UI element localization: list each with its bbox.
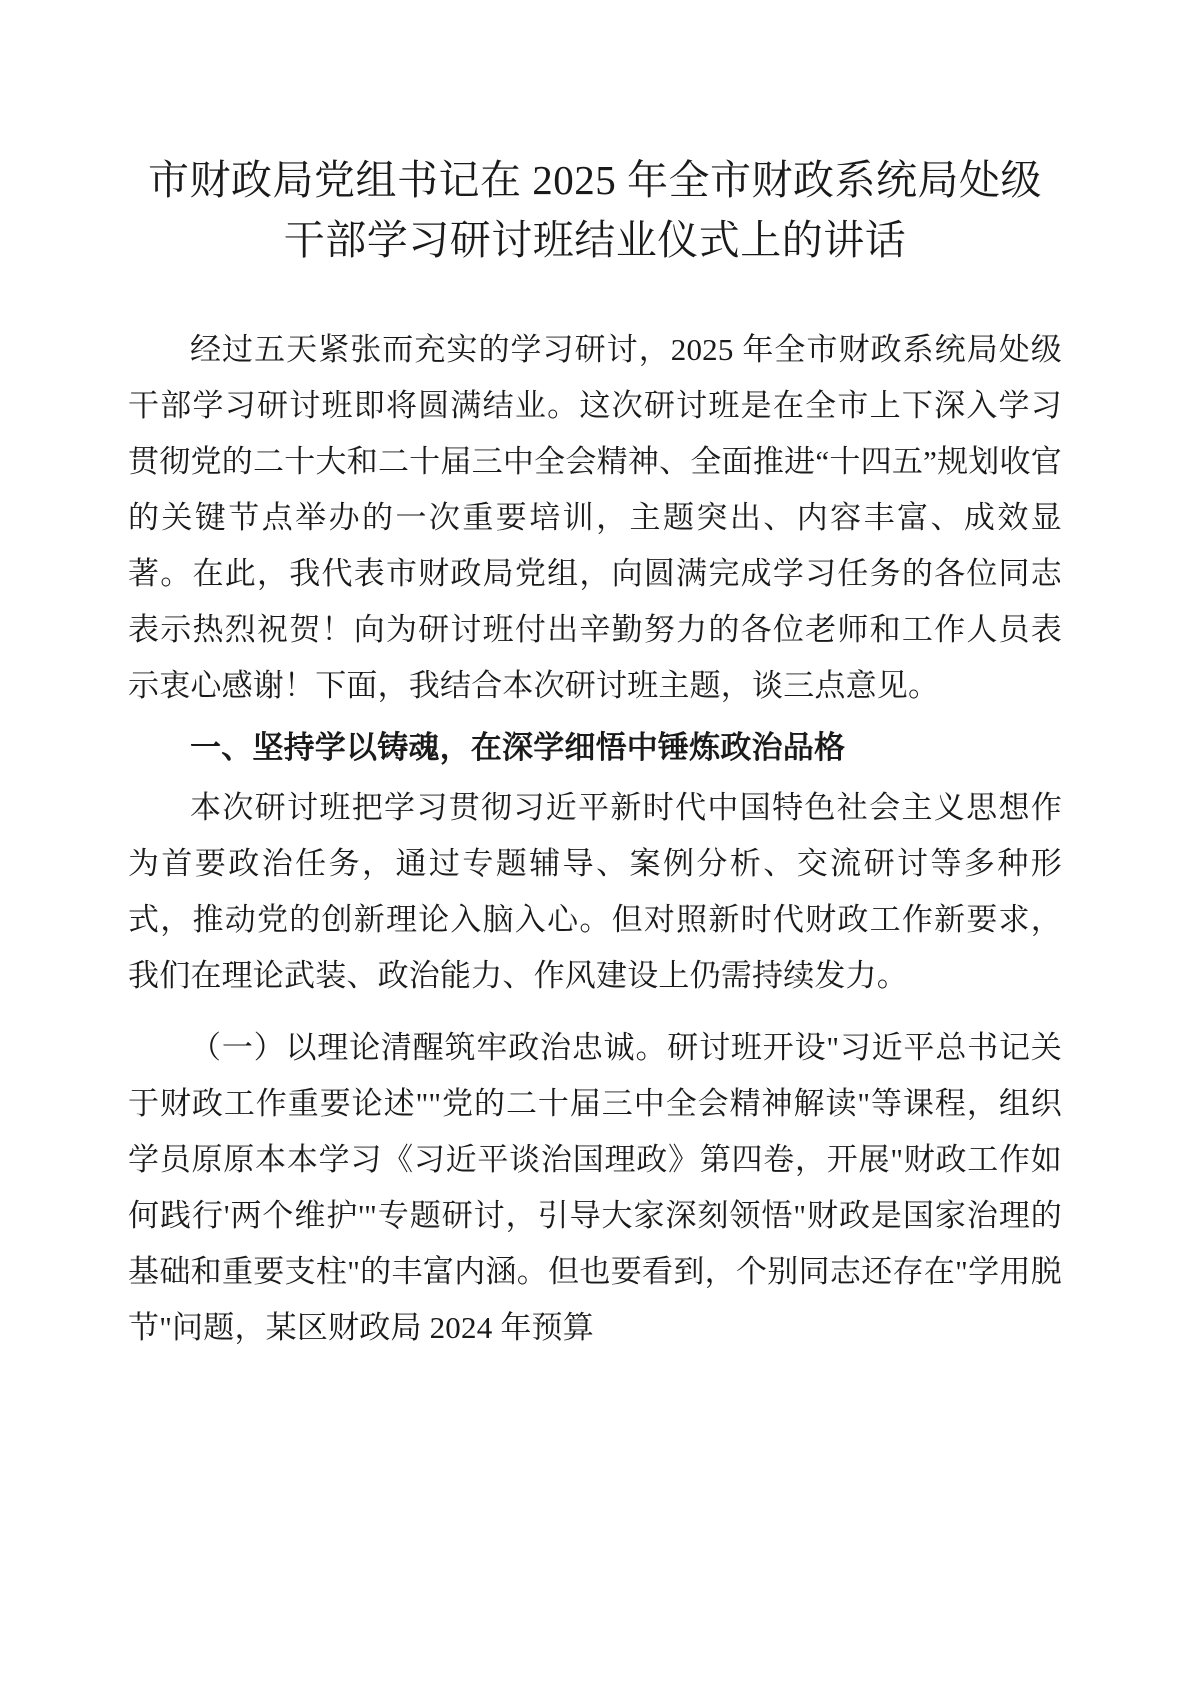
section-heading-1: 一、坚持学以铸魂，在深学细悟中锤炼政治品格	[190, 730, 846, 765]
paragraph-section-1-1: （一）以理论清醒筑牢政治忠诚。研讨班开设"习近平总书记关于财政工作重要论述""党的二十届三中全会精神解读"等课程，组织学员原原本本学习《习近平谈治国理政》第四卷，开展"财政工作如何践行'两个维护'"专题研讨，引导大家深刻领悟"财政是国家治理的基础和重要支柱"的丰富内涵。但也要看到，个别同志还存在"学用脱节"问题，某区财政局 2024 年预算	[128, 1030, 1062, 1345]
paragraph-section-1-body: 本次研讨班把学习贯彻习近平新时代中国特色社会主义思想作为首要政治任务，通过专题辅导、案例分析、交流研讨等多种形式，推动党的创新理论入脑入心。但对照新时代财政工作新要求，我们在理论武装、政治能力、作风建设上仍需持续发力。	[128, 790, 1062, 993]
paragraph-intro: 经过五天紧张而充实的学习研讨，2025 年全市财政系统局处级干部学习研讨班即将圆满结业。这次研讨班是在全市上下深入学习贯彻党的二十大和二十届三中全会精神、全面推进“十四五”规划收官的关键节点举办的一次重要培训，主题突出、内容丰富、成效显著。在此，我代表市财政局党组，向圆满完成学习任务的各位同志表示热烈祝贺！向为研讨班付出辛勤努力的各位老师和工作人员表示衷心感谢！下面，我结合本次研讨班主题，谈三点意见。	[128, 332, 1062, 703]
page-title: 市财政局党组书记在 2025 年全市财政系统局处级干部学习研讨班结业仪式上的讲话	[148, 157, 1042, 263]
